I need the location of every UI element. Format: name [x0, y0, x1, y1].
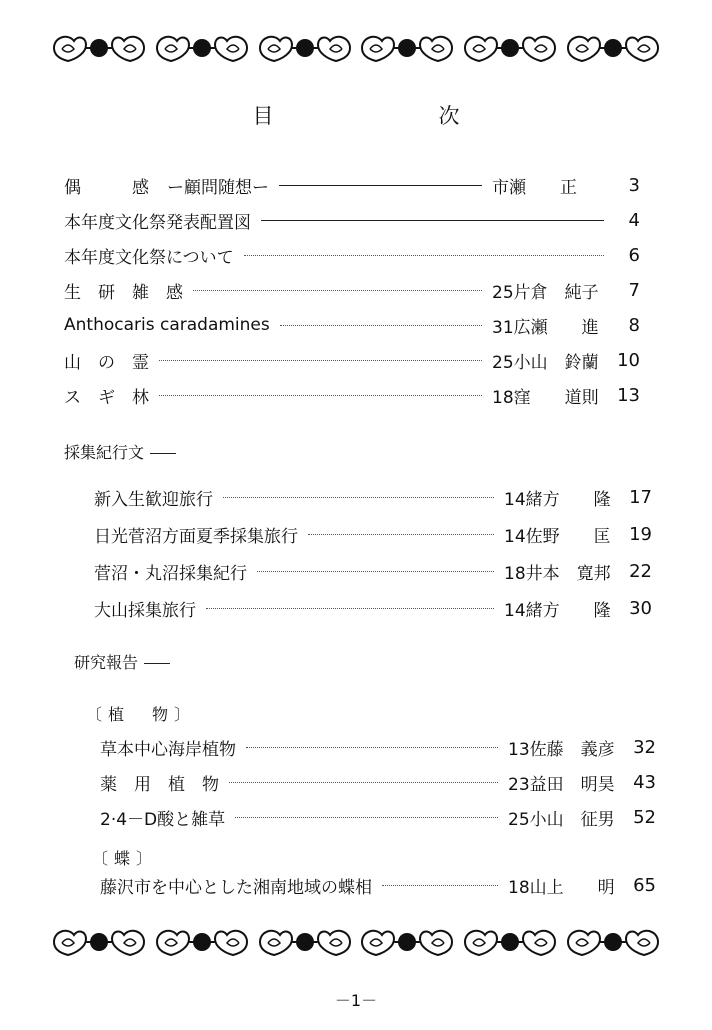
entry-author: 14緒方 隆 — [504, 600, 611, 621]
toc-entry — [100, 802, 656, 832]
heart-ornament-icon — [50, 31, 148, 69]
entry-page-number: 52 — [633, 806, 656, 828]
toc-entry — [64, 380, 640, 410]
top-ornament-border — [50, 28, 662, 72]
section-research-label: 研究報告 — [74, 653, 139, 672]
leader-line — [280, 325, 482, 326]
section-research-heading — [74, 650, 170, 673]
entry-title: 偶 感 — [64, 177, 149, 198]
heart-ornament-icon — [153, 925, 251, 963]
entry-title: 新入生歓迎旅行 — [94, 489, 213, 510]
toc-entry — [64, 275, 640, 305]
heart-ornament-icon — [461, 925, 559, 963]
entry-page-number: 13 — [617, 384, 640, 406]
heart-ornament-icon — [461, 31, 559, 69]
entry-author: 18井本 寛邦 — [504, 563, 611, 584]
entry-author: 18窪 道則 — [492, 387, 599, 408]
leader-line — [246, 747, 498, 748]
entry-page-number: 22 — [629, 560, 652, 582]
toc-entry — [64, 310, 640, 340]
entry-author: 25片倉 純子 — [492, 282, 599, 303]
leader-line — [235, 817, 498, 818]
entry-title: Anthocaris caradamines — [64, 315, 270, 335]
toc-entry — [100, 767, 656, 797]
entry-page-number: 32 — [633, 736, 656, 758]
leader-line — [308, 534, 494, 535]
leader-line — [159, 360, 482, 361]
entry-title: 本年度文化祭について — [64, 247, 234, 268]
entry-author: 14緒方 隆 — [504, 489, 611, 510]
entry-page-number: 65 — [633, 874, 656, 896]
entry-title: 藤沢市を中心とした湘南地域の蝶相 — [100, 877, 372, 898]
toc-entry — [64, 170, 640, 200]
toc-entry — [94, 556, 652, 586]
toc-entry — [100, 870, 656, 900]
page-title: 目 次 — [252, 104, 532, 128]
entry-author: 25小山 鈴蘭 — [492, 352, 599, 373]
entry-page-number: 10 — [617, 349, 640, 371]
entry-title: 山 の 霊 — [64, 352, 149, 373]
toc-entry — [94, 482, 652, 512]
leader-line — [159, 395, 482, 396]
entry-subtitle: ー顧問随想ー — [167, 177, 269, 198]
subcategory-plants: 〔植 物〕 — [86, 705, 197, 724]
entry-title: 日光菅沼方面夏季採集旅行 — [94, 526, 298, 547]
entry-title: 大山採集旅行 — [94, 600, 196, 621]
entry-page-number: 7 — [628, 279, 640, 301]
heart-ornament-icon — [256, 925, 354, 963]
entry-title: 本年度文化祭発表配置図 — [64, 212, 251, 233]
leader-line — [279, 185, 482, 186]
section-collect-heading — [64, 440, 176, 463]
entry-title: 薬 用 植 物 — [100, 774, 219, 795]
entry-title: 菅沼・丸沼採集紀行 — [94, 563, 247, 584]
toc-entry — [94, 519, 652, 549]
heart-ornament-icon — [564, 31, 662, 69]
heart-ornament-icon — [153, 31, 251, 69]
entry-author: 18山上 明 — [508, 877, 615, 898]
leader-line — [193, 290, 482, 291]
toc-entry — [64, 205, 640, 235]
page-number: －1－ — [334, 991, 378, 1010]
subcategory-butterflies: 〔蝶〕 — [92, 849, 159, 868]
toc-entry — [64, 240, 640, 270]
entry-title: 草本中心海岸植物 — [100, 739, 236, 760]
entry-author: 31広瀬 進 — [492, 317, 599, 338]
leader-line — [206, 608, 494, 609]
entry-page-number: 30 — [629, 597, 652, 619]
toc-entry — [64, 345, 640, 375]
toc-entry — [94, 593, 652, 623]
leader-line — [223, 497, 494, 498]
toc-entry — [100, 732, 656, 762]
entry-author: 23益田 明昊 — [508, 774, 615, 795]
entry-author: 市瀬 正 — [492, 177, 577, 198]
section-collect-label: 採集紀行文 — [64, 443, 145, 462]
leader-line — [382, 885, 498, 886]
heart-ornament-icon — [564, 925, 662, 963]
entry-page-number: 4 — [628, 209, 640, 231]
heart-ornament-icon — [358, 925, 456, 963]
entry-author: 13佐藤 義彦 — [508, 739, 615, 760]
heart-ornament-icon — [358, 31, 456, 69]
heart-ornament-icon — [50, 925, 148, 963]
entry-title: 2·4－D酸と雑草 — [100, 809, 226, 830]
entry-author: 14佐野 匡 — [504, 526, 611, 547]
leader-line — [261, 220, 604, 221]
heart-ornament-icon — [256, 31, 354, 69]
entry-page-number: 3 — [628, 174, 640, 196]
leader-line — [244, 255, 604, 256]
entry-page-number: 43 — [633, 771, 656, 793]
entry-page-number: 8 — [628, 314, 640, 336]
leader-line — [257, 571, 494, 572]
entry-page-number: 19 — [629, 523, 652, 545]
entry-title: 生 研 雑 感 — [64, 282, 183, 303]
leader-line — [229, 782, 498, 783]
entry-title: ス ギ 林 — [64, 387, 149, 408]
bottom-ornament-border — [50, 922, 662, 966]
entry-page-number: 17 — [629, 486, 652, 508]
entry-page-number: 6 — [628, 244, 640, 266]
entry-author: 25小山 征男 — [508, 809, 615, 830]
